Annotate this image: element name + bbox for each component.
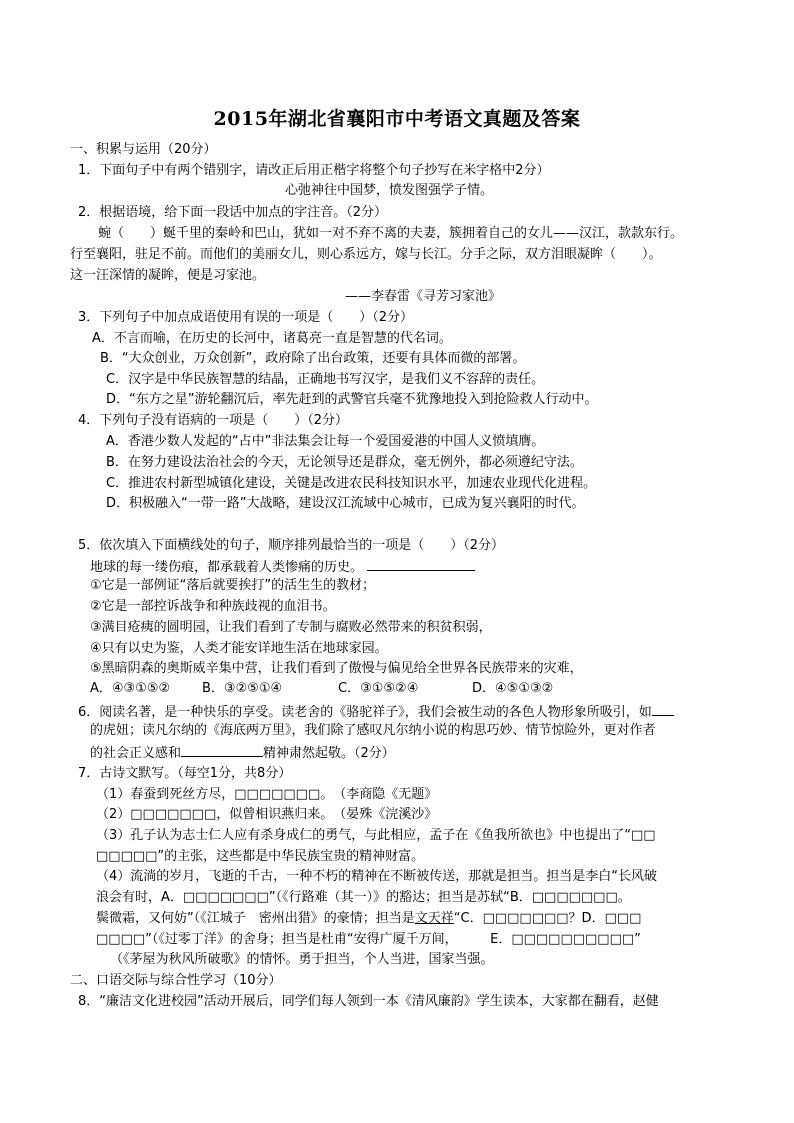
q7-part-3a: （3）孔子认为志士仁人应有杀身成仁的勇气，与此相应，孟子在《鱼我所欲也》中也提出了“□□ (96, 828, 656, 843)
q5-lead-text: 地球的每一缕伤痕，都承载着人类惨痛的历史。 (90, 560, 364, 575)
q4-option-a: A．香港少数人发起的“占中”非法集会让每一个爱国爱港的中国人义愤填膺。 (106, 434, 545, 449)
q5-item-1: ①它是一部例证“落后就要挨打”的活生生的教材； (90, 578, 376, 593)
q6-line-3-text-a: 的社会正义感和 (90, 746, 182, 761)
q5-item-4: ④只有以史为鉴，人类才能安详地生活在地球家园。 (90, 641, 388, 656)
q7-underlined-name: 文天祥 (414, 911, 454, 926)
q7-part-4b: 浪会有时，A．□□□□□□□”（《行路难（其一）》的豁达；担当是苏轼“B．□□□□□□□。 (96, 890, 631, 905)
q2-stem: 2．根据语境，给下面一段话中加点的字注音。（2分） (78, 205, 388, 220)
q7-part-2: （2）□□□□□□□，似曾相识燕归来。 （晏殊《浣溪沙》 (96, 807, 438, 822)
q1-stem: 1．下面句子中有两个错别字，请改正后用正楷字将整个句子抄写在米字格中2分） (78, 163, 550, 178)
q1-sentence: 心弛神往中国梦，愤发图强学子情。 (285, 183, 494, 198)
q6-blank-1 (652, 702, 674, 716)
section-heading-1: 一、积累与运用（20分） (70, 142, 217, 157)
q5-choice-a: A．④③①⑤② (90, 681, 171, 696)
q7-stem: 7．古诗文默写。（每空1分，共8分） (78, 766, 292, 781)
q3-option-b: B．“大众创业，万众创新”，政府除了出台政策，还要有具体而微的部署。 (100, 351, 526, 366)
q2-paragraph-2: 行至襄阳，驻足不前。而他们的美丽女儿，则心系远方，嫁与长江。分手之际，双方泪眼凝眸（ ）。 (70, 247, 662, 262)
q2-paragraph-3: 这一汪深情的凝眸，便是习家池。 (70, 268, 266, 283)
q6-line-1-text: 6．阅读名著，是一种快乐的享受。读老舍的《骆驼祥子》，我们会被生动的各色人物形象所吸引，如 (78, 705, 652, 720)
q2-source: ——李春雷《寻芳习家池》 (345, 289, 502, 304)
q4-option-c: C．推进农村新型城镇化建设，关键是改进农民科技知识水平，加速农业现代化进程。 (106, 476, 597, 491)
q5-item-3: ③满目疮痍的圆明园，让我们看到了专制与腐败必然带来的积贫积弱， (90, 620, 492, 635)
q5-item-5: ⑤黑暗阴森的奥斯威辛集中营，让我们看到了傲慢与偏见给全世界各民族带来的灾难， (90, 661, 583, 676)
q3-option-d: D．“东方之星”游轮翻沉后，率先赶到的武警官兵毫不犹豫地投入到抢险救人行动中。 (106, 392, 598, 407)
document-title: 2015年湖北省襄阳市中考语文真题及答案 (213, 108, 581, 130)
q2-paragraph-1: 蜿（ ）蜒千里的秦岭和巴山，犹如一对不弃不离的夫妻，簇拥着自己的女儿——汉江，款款东行。 (98, 226, 684, 241)
q3-option-a: A．不言而喻，在历史的长河中，诸葛亮一直是智慧的代名词。 (92, 331, 452, 346)
q6-line-3-text-b: 精神肃然起敬。（2分） (263, 746, 395, 761)
q3-option-c: C．汉字是中华民族智慧的结晶，正确地书写汉字，是我们义不容辞的责任。 (106, 372, 545, 387)
q7-part-4c-post: “C．□□□□□□□？D．□□□ (453, 911, 642, 926)
q5-lead (90, 557, 475, 577)
q5-item-2: ②它是一部控诉战争和种族歧视的血泪书。 (90, 599, 336, 614)
q6-line-1 (78, 702, 674, 722)
q7-part-1: （1）春蚕到死丝方尽，□□□□□□□。 （李商隐《无题》 (96, 787, 438, 802)
section-heading-2: 二、口语交际与综合性学习（10分） (70, 973, 282, 988)
q7-part-4a: （4）流淌的岁月，飞逝的千古，一种不朽的精神在不断被传送，那就是担当。担当是李白“长风破 (96, 869, 658, 884)
q7-part-3b: □□□□□”的主张，这些都是中华民族宝贵的精神财富。 (96, 849, 425, 864)
q5-stem: 5．依次填入下面横线处的句子，顺序排列最恰当的一项是（ ）（2分） (78, 538, 505, 553)
q5-blank (367, 557, 475, 571)
q5-choice-d: D．④⑤①③② (472, 681, 554, 696)
q6-line-2: 的虎妞；读凡尔纳的《海底两万里》，我们除了感叹凡尔纳小说的构思巧妙、情节惊险外，更对作者 (90, 723, 656, 738)
q7-part-4d: □□□□”（《过零丁洋》的舍身；担当是杜甫“安得广厦千万间， E．□□□□□□□□□□” (96, 932, 641, 947)
q4-stem: 4．下列句子没有语病的一项是（ ）（2分） (78, 413, 349, 428)
q4-option-d: D．积极融入“一带一路”大战略，建设汉江流域中心城市，已成为复兴襄阳的时代。 (106, 496, 585, 511)
q8-line-1: 8．“廉洁文化进校园”活动开展后，同学们每人领到一本《清风廉韵》学生读本，大家都在翻看，赵健 (78, 994, 659, 1009)
q3-stem: 3．下列句子中加点成语使用有误的一项是（ ）（2分） (78, 310, 414, 325)
q6-line-3 (90, 743, 395, 763)
q7-part-4c-pre: 鬓微霜，又何妨”（《江城子 密州出猎》的豪情；担当是 (96, 911, 415, 926)
q5-choice-b: B．③②⑤①④ (202, 681, 283, 696)
q7-part-4c (96, 910, 641, 928)
q5-choice-c: C．③①⑤②④ (338, 681, 419, 696)
q6-blank-2 (181, 743, 263, 757)
q7-part-4e: （《茅屋为秋风所破歌》的情怀。勇于担当，个人当进，国家当强。 (110, 952, 494, 967)
q4-option-b: B．在努力建设法治社会的今天，无论领导还是群众，毫无例外，都必须遵纪守法。 (106, 455, 583, 470)
